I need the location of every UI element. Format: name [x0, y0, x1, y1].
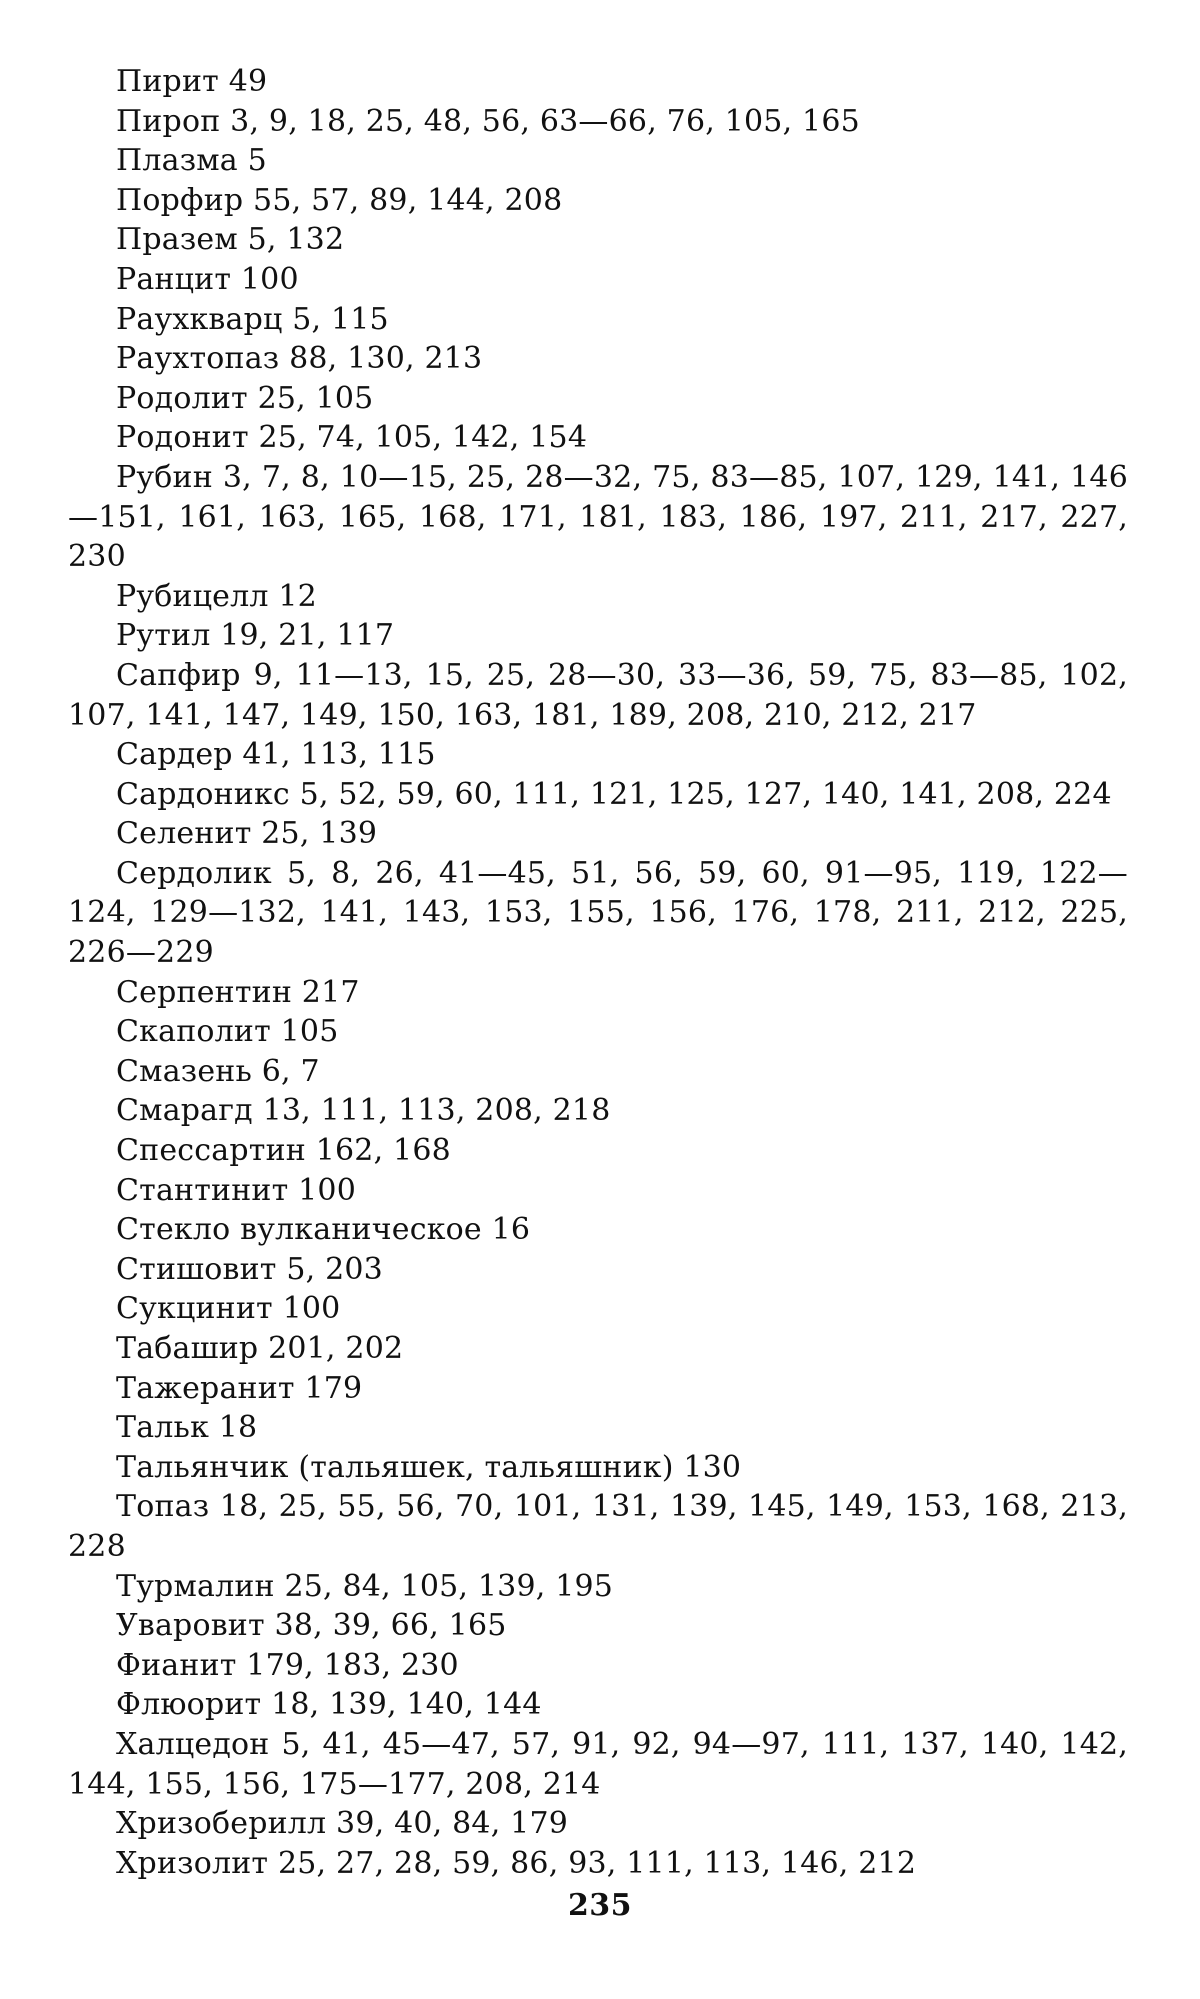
- index-entry: Плазма 5: [116, 143, 267, 179]
- index-entry: Селенит 25, 139: [116, 816, 378, 852]
- index-entry: Хризоберилл 39, 40, 84, 179: [116, 1806, 569, 1842]
- index-entry: Порфир 55, 57, 89, 144, 208: [116, 182, 563, 218]
- index-entry: Рубицелл 12: [116, 578, 317, 614]
- index-entry: Смарагд 13, 111, 113, 208, 218: [116, 1093, 611, 1129]
- index-entry: Спессартин 162, 168: [116, 1133, 451, 1169]
- index-entry: Флюорит 18, 139, 140, 144: [116, 1687, 542, 1723]
- index-entry: Тажеранит 179: [116, 1370, 363, 1406]
- index-entry: Халцедон 5, 41, 45—47, 57, 91, 92, 94—97, 111, 137, 140, 142, 144, 155, 156, 175—177, 208, 214: [68, 1726, 1128, 1802]
- index-entry: Пирит 49: [116, 64, 268, 99]
- index-entry: Сапфир 9, 11—13, 15, 25, 28—30, 33—36, 59, 75, 83—85, 102, 107, 141, 147, 149, 150, 163, 181, 189, 208, 210, 212, 217: [68, 657, 1128, 733]
- index-entry: Скаполит 105: [116, 1014, 339, 1050]
- index-entry: Топаз 18, 25, 55, 56, 70, 101, 131, 139, 145, 149, 153, 168, 213, 228: [68, 1489, 1128, 1564]
- index-entry: Рубин 3, 7, 8, 10—15, 25, 28—32, 75, 83—85, 107, 129, 141, 146—151, 161, 163, 165, 168, 171, 181, 183, 186, 197, 211, 217, 227, 230: [68, 459, 1128, 575]
- index-entry: Сукцинит 100: [116, 1291, 341, 1327]
- index-entry: Стекло вулканическое 16: [116, 1212, 531, 1248]
- index-entry: Тальк 18: [116, 1410, 258, 1446]
- index-entry: Раухтопаз 88, 130, 213: [116, 341, 483, 377]
- index-entry: Раухкварц 5, 115: [116, 301, 389, 337]
- index-entry: Хризолит 25, 27, 28, 59, 86, 93, 111, 113, 146, 212: [116, 1845, 917, 1881]
- index-page: [68, 62, 1128, 1883]
- index-entry: Тальянчик (тальяшек, тальяшник) 130: [116, 1449, 742, 1485]
- index-entry: Смазень 6, 7: [116, 1053, 320, 1089]
- page-number: 235: [567, 1888, 633, 1923]
- index-entry: Сердолик 5, 8, 26, 41—45, 51, 56, 59, 60, 91—95, 119, 122—124, 129—132, 141, 143, 153, 155, 156, 176, 178, 211, 212, 225, 226—229: [68, 855, 1128, 971]
- index-entry: Пироп 3, 9, 18, 25, 48, 56, 63—66, 76, 105, 165: [116, 103, 860, 139]
- index-entry: Турмалин 25, 84, 105, 139, 195: [116, 1568, 614, 1604]
- index-entry: Родолит 25, 105: [116, 380, 374, 416]
- index-entry: Серпентин 217: [116, 974, 360, 1010]
- index-entry: Фианит 179, 183, 230: [116, 1647, 459, 1683]
- index-entry: Сардер 41, 113, 115: [116, 737, 436, 773]
- index-entry: Табашир 201, 202: [116, 1331, 404, 1366]
- index-entry: Уваровит 38, 39, 66, 165: [116, 1608, 507, 1644]
- index-entry: Ранцит 100: [116, 261, 299, 297]
- index-entry: Рутил 19, 21, 117: [116, 618, 395, 654]
- index-entry: Стантинит 100: [116, 1172, 357, 1208]
- index-entry: Стишовит 5, 203: [116, 1251, 383, 1287]
- index-entry: Сардоникс 5, 52, 59, 60, 111, 121, 125, 127, 140, 141, 208, 224: [116, 776, 1112, 812]
- index-entry: Празем 5, 132: [116, 222, 345, 258]
- index-entry: Родонит 25, 74, 105, 142, 154: [116, 420, 588, 456]
